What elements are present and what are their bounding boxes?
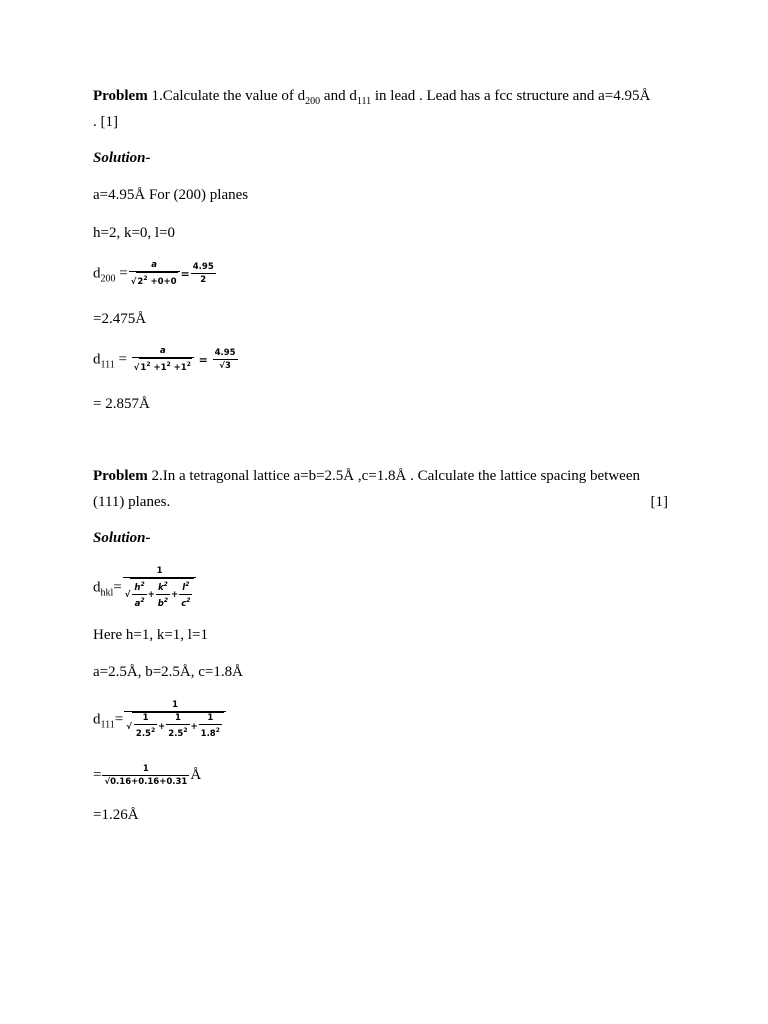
problem2-statement-line1: Problem 2.In a tetragonal lattice a=b=2.5Å ,c=1.8Å . Calculate the lattice spacing between — [93, 468, 640, 484]
problem1-given: a=4.95Å For (200) planes — [93, 187, 249, 203]
d111-substitution-fraction: 1 √ $\frac{1}{2.5^2}$ + $\frac{1}{2.5^2}$ + $\frac{1}{1.8^2}$ — [124, 700, 226, 740]
problem2-evaluation: = $\frac{1}{√0.16+0.16+0.31}$ Å — [93, 763, 202, 787]
d200-fraction: $\frac{a}{√2^2 +0+0}$ — [129, 260, 180, 288]
problem2-result: =1.26Å — [93, 807, 139, 823]
evaluation-fraction: $\frac{1}{√0.16+0.16+0.31}$ — [104, 763, 188, 787]
d111-result-fraction: $\frac{4.95}{√3}$ — [214, 348, 236, 371]
problem1-label: Problem — [93, 88, 148, 104]
problem2-label: Problem — [93, 468, 148, 484]
problem1-result-d111: = 2.857Å — [93, 396, 150, 412]
dhkl-fraction: 1 √ $\frac{h^2}{a^2}$ + $\frac{k^2}{b^2}$ + $\frac{l^2}{c^2}$ — [123, 566, 197, 610]
problem2-d111-equation: $d_{111}=$ 1 √ $\frac{1}{2.5^2}$ + $\frac{1}{2.5^2}$ + $\frac{1}{1.8^2}$ — [93, 700, 227, 743]
problem1-statement-line2: . [1] — [93, 114, 118, 130]
problem1-solution-heading: Solution- — [93, 150, 151, 166]
d111-fraction: $\frac{a}{√1^2 +1^2 +1^2}$ — [132, 346, 194, 374]
problem2-marks: [1] — [650, 494, 668, 510]
problem1-result-d200: =2.475Å — [93, 311, 147, 327]
problem1-d111-equation: $d_{111}$ = $\frac{a}{√1^2 +1^2 +1^2}$ = $\frac{4.95}{√3}$ — [93, 346, 236, 373]
problem1-indices: h=2, k=0, l=0 — [93, 225, 176, 241]
d200-result-fraction: $\frac{4.95}{2}$ — [192, 262, 214, 285]
problem2-solution-heading: Solution- — [93, 530, 151, 546]
problem1-statement-line1: Problem 1.Calculate the value of $d_{200}$ and $d_{111}$ in lead . Lead has a fcc structure and a=4.95Å — [93, 88, 651, 107]
problem2-statement-line2: (111) planes. — [93, 494, 171, 510]
problem2-indices: Here h=1, k=1, l=1 — [93, 627, 208, 643]
problem2-values: a=2.5Å, b=2.5Å, c=1.8Å — [93, 664, 243, 680]
problem1-d200-equation: $d_{200}$ = $\frac{a}{√2^2 +0+0}$ = $\frac{4.95}{2}$ — [93, 260, 214, 287]
dhkl-formula: $d_{hkl}=$ 1 √ $\frac{h^2}{a^2}$ + $\frac{k^2}{b^2}$ + $\frac{l^2}{c^2}$ — [93, 566, 197, 613]
